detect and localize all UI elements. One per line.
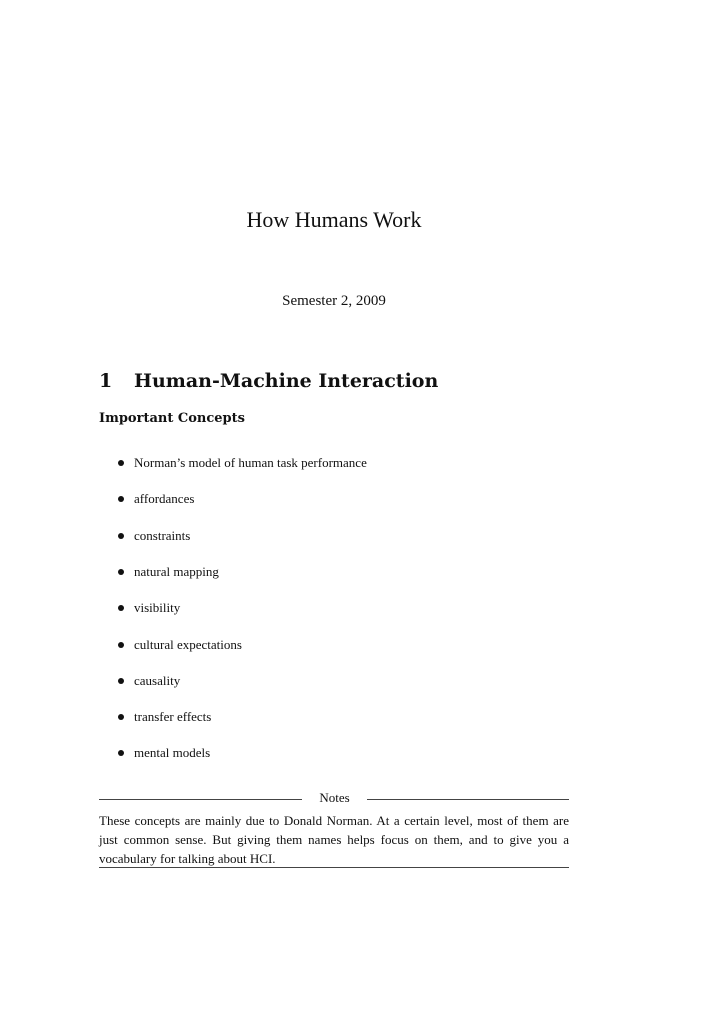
notes-rule-left: [99, 799, 302, 800]
list-item: [118, 489, 194, 509]
bullet-icon: [118, 460, 124, 466]
list-item-text: constraints: [134, 528, 191, 543]
list-item: [118, 526, 190, 546]
notes-text: These concepts are mainly due to Donald Norman. At a certain level, most of them are just common sense. But giving them names helps focus on them, and to give you a vocabulary for talking about HCI.: [99, 813, 569, 866]
bullet-icon: [118, 533, 124, 539]
subheading-important-concepts: Important Concepts: [99, 411, 245, 426]
list-item-text: mental models: [134, 745, 211, 760]
list-item-text: visibility: [134, 600, 181, 615]
section-heading: [99, 370, 438, 392]
section-title: Human-Machine Interaction: [134, 370, 439, 392]
list-item: [118, 453, 367, 473]
notes-rule-bottom: [99, 867, 569, 868]
notes-header: [99, 788, 569, 810]
document-title: How Humans Work: [246, 207, 422, 232]
document-date: Semester 2, 2009: [282, 293, 386, 309]
notes-box: [99, 788, 569, 868]
list-item-text: causality: [134, 673, 181, 688]
section-number: 1: [99, 370, 113, 392]
bullet-icon: [118, 605, 124, 611]
bullet-icon: [118, 642, 124, 648]
list-item: [118, 743, 210, 763]
list-item: [118, 635, 242, 655]
list-item: [118, 671, 180, 691]
bullet-icon: [118, 750, 124, 756]
notes-label: Notes: [319, 790, 350, 805]
list-item-text: Norman’s model of human task performance: [134, 455, 367, 470]
bullet-icon: [118, 569, 124, 575]
list-item-text: transfer effects: [134, 709, 212, 724]
list-item: [118, 562, 219, 582]
list-item: [118, 598, 180, 618]
list-item-text: cultural expectations: [134, 637, 242, 652]
list-item: [118, 707, 211, 727]
bullet-icon: [118, 496, 124, 502]
notes-rule-right: [367, 799, 569, 800]
bullet-icon: [118, 678, 124, 684]
list-item-text: affordances: [134, 491, 195, 506]
list-item-text: natural mapping: [134, 564, 219, 579]
bullet-icon: [118, 714, 124, 720]
